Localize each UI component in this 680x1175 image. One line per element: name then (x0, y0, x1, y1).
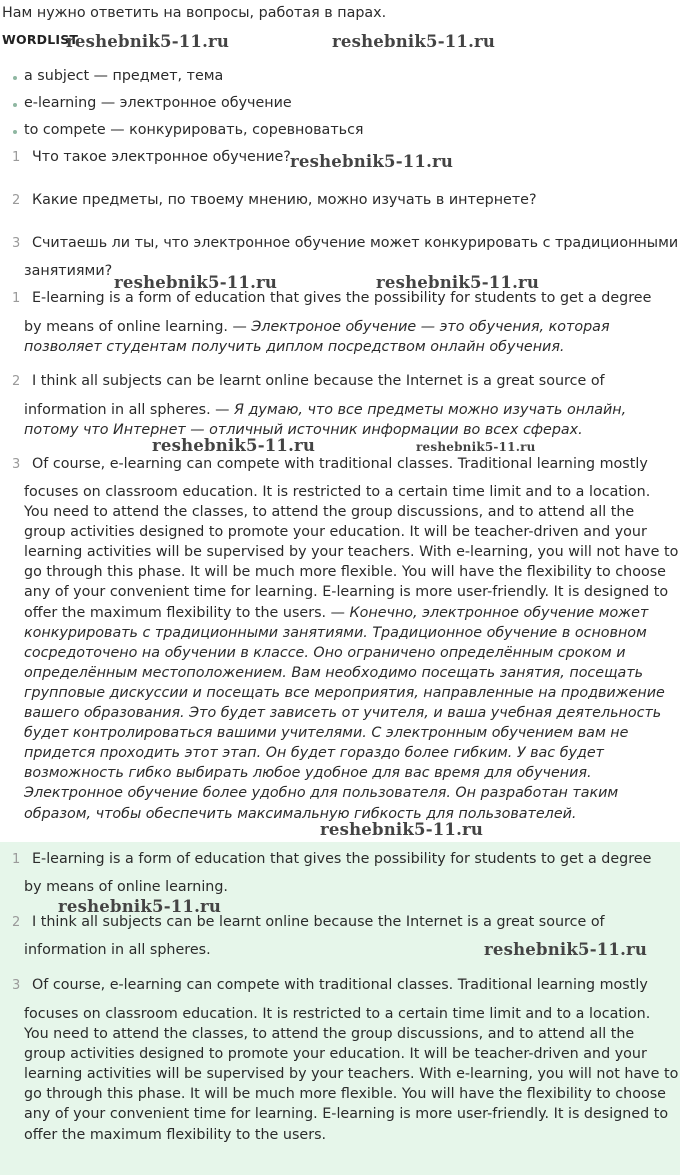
answer-english: information in all spheres. — (24, 402, 235, 418)
answer-number: 1 (12, 291, 21, 306)
question-text: Какие предметы, по твоему мнению, можно изучать в интернете? (32, 192, 537, 208)
bullet-icon (13, 103, 17, 107)
answer-number: 1 (12, 852, 21, 867)
question-number: 2 (12, 193, 21, 208)
answer-number: 2 (12, 915, 21, 930)
answer-number: 3 (12, 457, 21, 472)
answer-first-line: I think all subjects can be learnt online because the Internet is a great source of (32, 373, 605, 389)
answer-russian: Конечно, электронное обучение может конкурировать с традиционными занятиями. Традиционное обучение в основном сосредоточено на обучении в классе. Оно ограничено определённым сроком и определённым местоположением. Вам необходимо посещать занятия, посещать групповые дискуссии и посещать все мероприятия, направленные на продвижение вашего образования. Это будет зависеть от учителя, и ваша учебная деятельность будет контролироваться вашими учителями. С электронным обучением вам не придется проходить этот этап. Он будет гораздо более гибким. У вас будет возможность гибко выбирать любое удобное для вас время для обучения. Электронное обучение более удобно для пользователя. Он разработан таким образом, чтобы обеспечить максимальную гибкость для пользователей. (24, 604, 665, 822)
answer-body (24, 400, 679, 440)
answer-body (24, 482, 679, 824)
watermark: reshebnik5-11.ru (66, 32, 230, 51)
answer-russian: Электроное обучение — это обучения, которая позволяет студентам получить диплом посредством онлайн обучения. (24, 319, 610, 356)
answer-body: information in all spheres. (24, 942, 211, 958)
question-text: Что такое электронное обучение? (32, 149, 291, 165)
answer-first-line: Of course, e-learning can compete with traditional classes. Traditional learning mostly (32, 456, 648, 472)
question-number: 3 (12, 236, 21, 251)
wordlist-item: a subject — предмет, тема (24, 68, 224, 84)
watermark: reshebnik5-11.ru (152, 436, 316, 455)
intro-text: Нам нужно ответить на вопросы, работая в парах. (2, 5, 387, 21)
watermark: reshebnik5-11.ru (114, 273, 278, 292)
wordlist-item: e-learning — электронное обучение (24, 95, 292, 111)
bullet-icon (13, 130, 17, 134)
question-text: Считаешь ли ты, что электронное обучение может конкурировать с традиционными (32, 235, 679, 251)
watermark: reshebnik5-11.ru (290, 152, 454, 171)
watermark: reshebnik5-11.ru (320, 820, 484, 839)
answer-first-line: E-learning is a form of education that gives the possibility for students to get a degree (32, 851, 652, 867)
watermark: reshebnik5-11.ru (332, 32, 496, 51)
watermark: reshebnik5-11.ru (484, 940, 648, 959)
question-number: 1 (12, 150, 21, 165)
wordlist-label: WORDLIST (2, 32, 79, 47)
answer-body: focuses on classroom education. It is restricted to a certain time limit and to a location. You need to attend the classes, to attend the group discussions, and to attend all the group activities designed to promote your education. It will be teacher-driven and your learning activities will be supervised by your teachers. With e-learning, you will not have to go through this phase. It will be much more flexible. You will have the flexibility to choose any of your convenient time for learning. E-learning is more user-friendly. It is designed to offer the maximum flexibility to the users. (24, 1006, 679, 1143)
answer-russian: Я думаю, что все предметы можно изучать онлайн, потому что Интернет — отличный источник информации во всех сферах. (24, 402, 627, 439)
answer-first-line: I think all subjects can be learnt online because the Internet is a great source of (32, 914, 605, 930)
watermark: reshebnik5-11.ru (376, 273, 540, 292)
wordlist-item: to compete — конкурировать, соревноваться (24, 122, 364, 138)
answer-body (24, 317, 679, 357)
answer-english: by means of online learning. — (24, 319, 252, 335)
watermark: reshebnik5-11.ru (58, 897, 222, 916)
answer-number: 2 (12, 374, 21, 389)
watermark: reshebnik5-11.ru (416, 440, 536, 454)
answer-first-line: E-learning is a form of education that gives the possibility for students to get a degree (32, 290, 652, 306)
question-text-continued: занятиями? (24, 263, 113, 279)
answer-body: by means of online learning. (24, 879, 228, 895)
bullet-icon (13, 76, 17, 80)
answer-first-line: Of course, e-learning can compete with traditional classes. Traditional learning mostly (32, 977, 648, 993)
answer-number: 3 (12, 978, 21, 993)
answer-english: focuses on classroom education. It is restricted to a certain time limit and to a location. You need to attend the classes, to attend the group discussions, and to attend all the group activities designed to promote your education. It will be teacher-driven and your learning activities will be supervised by your teachers. With e-learning, you will not have to go through this phase. It will be much more flexible. You will have the flexibility to choose any of your convenient time for learning. E-learning is more user-friendly. It is designed to offer the maximum flexibility to the users. — (24, 484, 679, 621)
